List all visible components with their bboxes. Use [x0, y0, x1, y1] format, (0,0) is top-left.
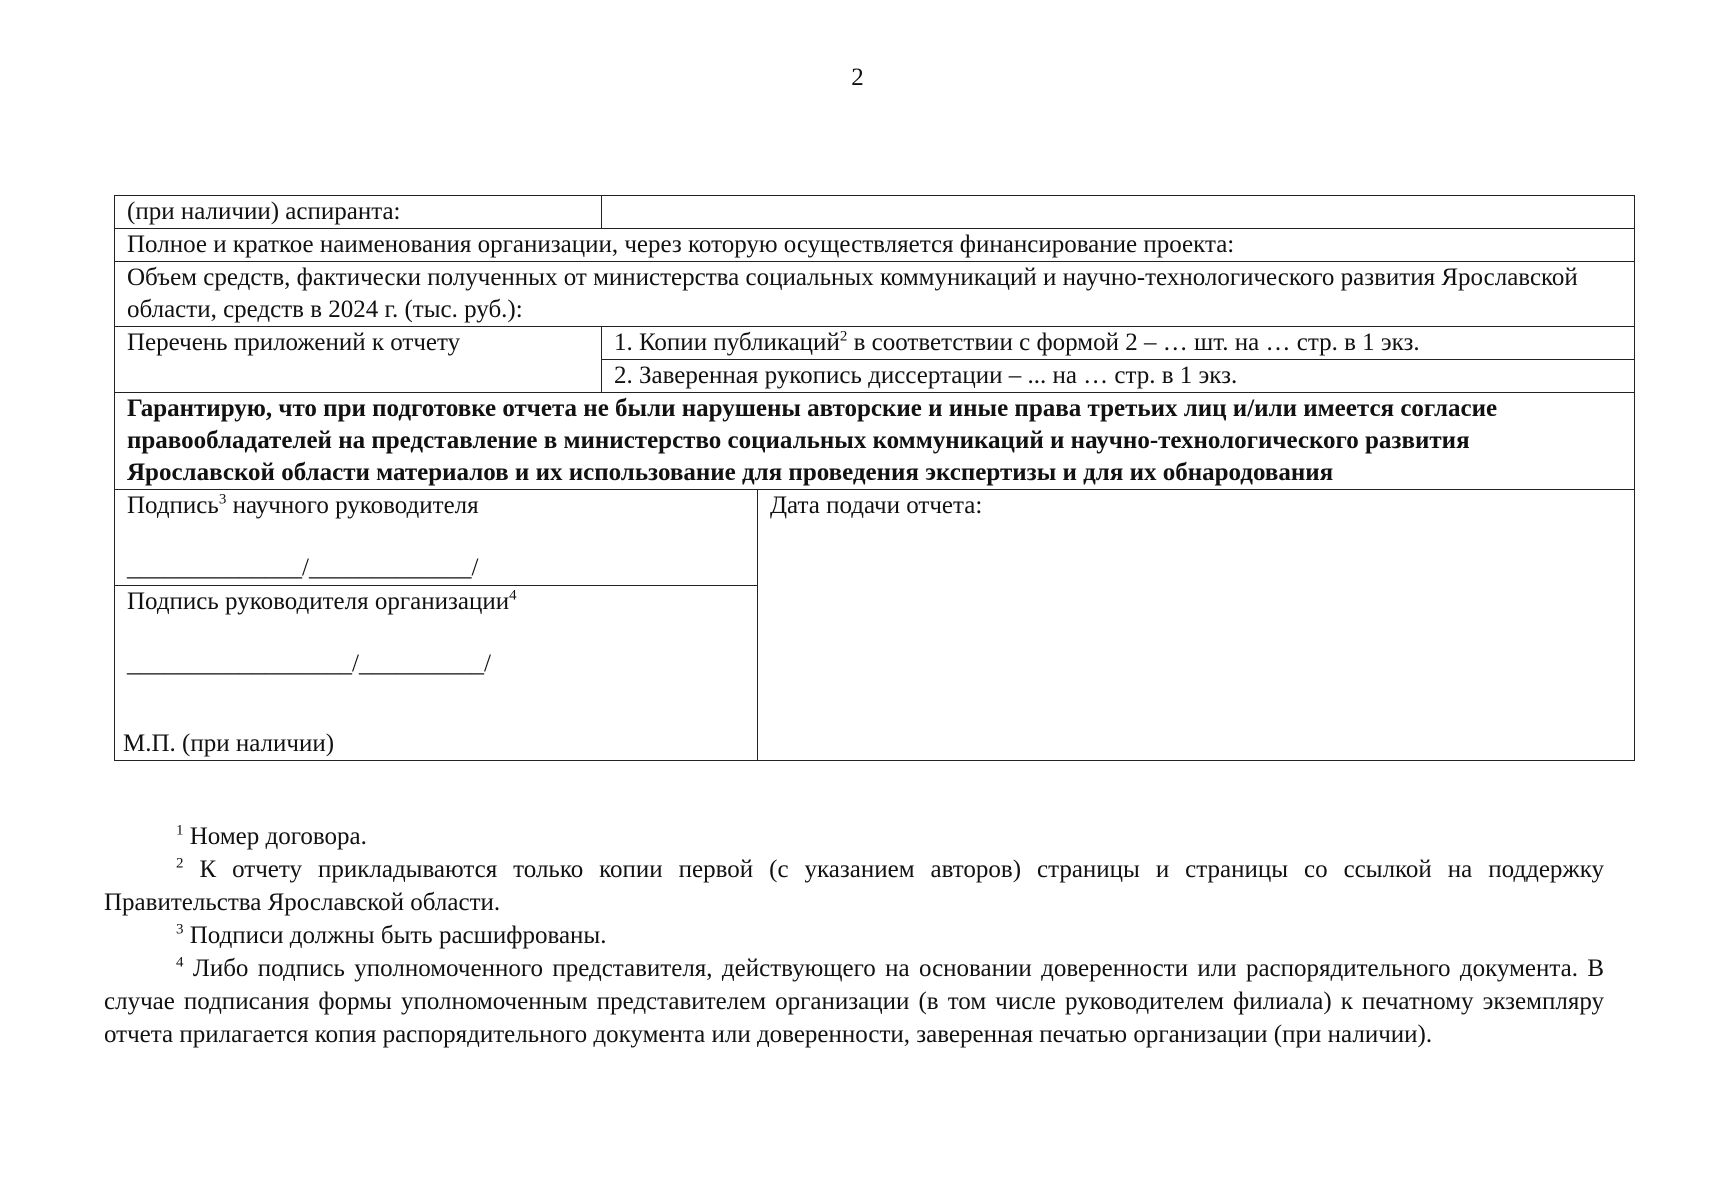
supervisor-signature-row — [115, 490, 1635, 586]
attachment-item-2: 2. Заверенная рукопись диссертации – ... на … стр. в 1 экз. — [602, 360, 1635, 393]
funding-row — [115, 262, 1635, 327]
funding-label: Объем средств, фактически полученных от министерства социальных коммуникаций и научно-технологического развития Ярославской области, средств в 2024 г. (тыс. руб.): — [115, 262, 1635, 327]
footnotes — [104, 820, 1604, 1051]
postgrad-label: (при наличии) аспиранта: — [115, 196, 602, 229]
footnote-3: $^3$ Подписи должны быть расшифрованы. — [176, 921, 607, 949]
footnote-4: $^4$ Либо подпись уполномоченного представителя, действующего на основании доверенности или распорядительного документа. В случае подписания формы уполномоченным представителем организации (в том числе руководителем филиала) к печатному экземпляру отчета прилагается копия распорядительного документа или доверенности, заверенная печатью организации (при наличии). — [104, 954, 1604, 1048]
seal-note: М.П. (при наличии) — [123, 730, 335, 757]
submission-date-label: Дата подачи отчета: — [770, 492, 983, 519]
footnote-2: $^2$ К отчету прикладываются только копии первой (с указанием авторов) страницы и страницы со ссылкой на поддержку Правительства Ярославской области. — [104, 855, 1604, 916]
org-head-signature-label: Подпись руководителя организации$^4$ — [127, 587, 517, 615]
page-number: 2 — [851, 64, 864, 91]
attachments-label: Перечень приложений к отчету — [115, 327, 602, 393]
attachment-item-1: 1. Копии публикаций$^2$ в соответствии с формой 2 – … шт. на … стр. в 1 экз. — [602, 327, 1635, 360]
supervisor-signature-line[interactable]: ______________/_____________/ — [127, 554, 479, 581]
report-form-table — [114, 195, 1635, 761]
postgrad-value[interactable] — [602, 196, 1635, 229]
organization-row — [115, 229, 1635, 262]
footnote-1: $^1$ Номер договора. — [176, 822, 367, 850]
guarantee-row — [115, 393, 1635, 490]
postgrad-row — [115, 196, 1635, 229]
org-head-signature-cell — [115, 586, 758, 761]
org-head-signature-line[interactable]: __________________/__________/ — [127, 650, 491, 677]
attachments-row-1 — [115, 327, 1635, 360]
guarantee-text: Гарантирую, что при подготовке отчета не были нарушены авторские и иные права третьих лиц и/или имеется согласие правообладателей на представление в министерство социальных коммуникаций и научно-технологического развития Ярославской области материалов и их использование для проведения экспертизы и для их обнародования — [115, 393, 1635, 490]
organization-label: Полное и краткое наименования организации, через которую осуществляется финансирование проекта: — [115, 229, 1635, 262]
submission-date-cell — [758, 490, 1635, 761]
supervisor-signature-cell — [115, 490, 758, 586]
supervisor-signature-label: Подпись$^3$ научного руководителя — [127, 491, 479, 519]
